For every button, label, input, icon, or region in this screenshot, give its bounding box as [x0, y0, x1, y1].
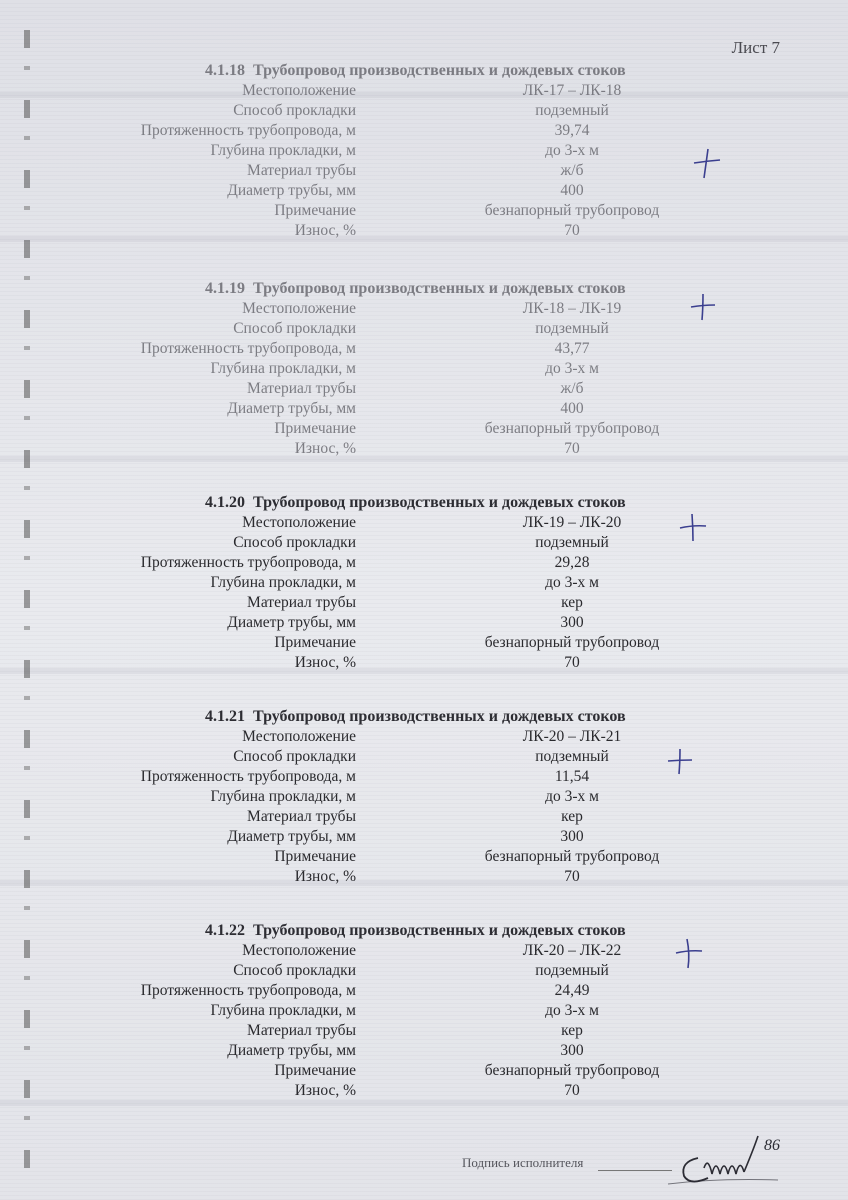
row-label: Протяженность трубопровода, м: [140, 340, 356, 357]
row-label: Местоположение: [242, 942, 356, 959]
row-value: 300: [560, 828, 584, 845]
row-label: Диаметр трубы, мм: [227, 1042, 356, 1059]
row-value: кер: [561, 594, 583, 611]
row-label: Глубина прокладки, м: [210, 788, 356, 805]
table-row: [0, 962, 848, 982]
table-row: [0, 942, 848, 962]
row-label: Протяженность трубопровода, м: [140, 768, 356, 785]
row-label: Материал трубы: [247, 1022, 356, 1039]
row-value: ЛК-20 – ЛК-21: [522, 728, 622, 745]
row-value: подземный: [535, 748, 609, 765]
row-label: Примечание: [274, 420, 356, 437]
handwritten-check-mark: [688, 290, 718, 324]
row-value: ЛК-17 – ЛК-18: [522, 82, 622, 99]
table-row: [0, 1082, 848, 1102]
row-label: Материал трубы: [247, 808, 356, 825]
table-row: [0, 748, 848, 768]
row-value: безнапорный трубопровод: [484, 848, 660, 865]
row-value: ЛК-20 – ЛК-22: [522, 942, 622, 959]
row-value: до 3-х м: [545, 142, 599, 159]
row-value: до 3-х м: [545, 574, 599, 591]
table-row: [0, 440, 848, 460]
row-value: безнапорный трубопровод: [484, 420, 660, 437]
row-label: Глубина прокладки, м: [210, 142, 356, 159]
section-number: 4.1.21: [205, 708, 245, 725]
signature-number: 86: [764, 1137, 780, 1154]
section-title: [205, 708, 626, 726]
row-label: Износ, %: [294, 440, 356, 457]
row-value: ж/б: [560, 162, 584, 179]
section-title-text: Трубопровод производственных и дождевых стоков: [253, 922, 626, 939]
table-row: [0, 728, 848, 748]
handwritten-check-mark: [692, 146, 722, 180]
section-number: 4.1.19: [205, 280, 245, 297]
row-label: Износ, %: [294, 222, 356, 239]
table-row: [0, 768, 848, 788]
row-label: Примечание: [274, 202, 356, 219]
row-label: Местоположение: [242, 514, 356, 531]
table-row: [0, 222, 848, 242]
row-label: Глубина прокладки, м: [210, 574, 356, 591]
table-row: [0, 102, 848, 122]
row-label: Способ прокладки: [233, 102, 356, 119]
table-row: [0, 982, 848, 1002]
section-title: [205, 280, 626, 298]
table-row: [0, 420, 848, 440]
table-row: [0, 340, 848, 360]
row-value: 400: [560, 182, 584, 199]
row-value: безнапорный трубопровод: [484, 1062, 660, 1079]
row-value: кер: [561, 1022, 583, 1039]
table-row: [0, 514, 848, 534]
section-title-text: Трубопровод производственных и дождевых стоков: [253, 280, 626, 297]
row-value: 300: [560, 614, 584, 631]
table-row: [0, 654, 848, 674]
row-label: Диаметр трубы, мм: [227, 614, 356, 631]
table-row: [0, 380, 848, 400]
table-row: [0, 400, 848, 420]
row-value: 70: [564, 440, 580, 457]
section-title: [205, 62, 626, 80]
section-title-text: Трубопровод производственных и дождевых стоков: [253, 708, 626, 725]
row-label: Способ прокладки: [233, 320, 356, 337]
row-label: Протяженность трубопровода, м: [140, 122, 356, 139]
section-number: 4.1.18: [205, 62, 245, 79]
section-title: [205, 494, 626, 512]
signature-image: [668, 1128, 798, 1188]
section-title-text: Трубопровод производственных и дождевых стоков: [253, 494, 626, 511]
row-label: Местоположение: [242, 300, 356, 317]
row-value: ж/б: [560, 380, 584, 397]
row-value: подземный: [535, 962, 609, 979]
row-value: 11,54: [554, 768, 590, 785]
table-row: [0, 828, 848, 848]
section-number: 4.1.22: [205, 922, 245, 939]
row-label: Местоположение: [242, 82, 356, 99]
row-label: Износ, %: [294, 868, 356, 885]
table-row: [0, 868, 848, 888]
table-row: [0, 848, 848, 868]
table-row: [0, 182, 848, 202]
row-value: ЛК-18 – ЛК-19: [522, 300, 622, 317]
row-label: Протяженность трубопровода, м: [140, 554, 356, 571]
table-row: [0, 534, 848, 554]
table-row: [0, 122, 848, 142]
row-label: Материал трубы: [247, 162, 356, 179]
table-row: [0, 202, 848, 222]
handwritten-check-mark: [678, 510, 708, 544]
section-title-text: Трубопровод производственных и дождевых стоков: [253, 62, 626, 79]
row-value: до 3-х м: [545, 1002, 599, 1019]
row-label: Глубина прокладки, м: [210, 360, 356, 377]
table-row: [0, 300, 848, 320]
row-value: 39,74: [554, 122, 590, 139]
table-row: [0, 1002, 848, 1022]
row-value: 400: [560, 400, 584, 417]
table-row: [0, 634, 848, 654]
row-value: подземный: [535, 320, 609, 337]
table-row: [0, 788, 848, 808]
table-row: [0, 614, 848, 634]
row-value: 300: [560, 1042, 584, 1059]
table-row: [0, 594, 848, 614]
section-title: [205, 922, 626, 940]
table-row: [0, 554, 848, 574]
row-value: 24,49: [554, 982, 590, 999]
row-value: 70: [564, 1082, 580, 1099]
handwritten-check-mark: [665, 744, 695, 778]
section-number: 4.1.20: [205, 494, 245, 511]
row-label: Протяженность трубопровода, м: [140, 982, 356, 999]
row-label: Диаметр трубы, мм: [227, 182, 356, 199]
row-value: 70: [564, 654, 580, 671]
row-label: Примечание: [274, 634, 356, 651]
row-value: подземный: [535, 102, 609, 119]
row-label: Материал трубы: [247, 380, 356, 397]
row-value: до 3-х м: [545, 788, 599, 805]
table-row: [0, 82, 848, 102]
row-label: Способ прокладки: [233, 534, 356, 551]
signature-label: Подпись исполнителя: [462, 1155, 584, 1170]
row-label: Примечание: [274, 848, 356, 865]
table-row: [0, 360, 848, 380]
row-value: безнапорный трубопровод: [484, 634, 660, 651]
row-label: Способ прокладки: [233, 748, 356, 765]
row-label: Примечание: [274, 1062, 356, 1079]
row-value: до 3-х м: [545, 360, 599, 377]
row-label: Местоположение: [242, 728, 356, 745]
row-label: Способ прокладки: [233, 962, 356, 979]
table-row: [0, 808, 848, 828]
row-label: Материал трубы: [247, 594, 356, 611]
row-value: ЛК-19 – ЛК-20: [522, 514, 622, 531]
table-row: [0, 1062, 848, 1082]
row-value: 70: [564, 868, 580, 885]
row-value: безнапорный трубопровод: [484, 202, 660, 219]
table-row: [0, 320, 848, 340]
row-value: 70: [564, 222, 580, 239]
table-row: [0, 1042, 848, 1062]
row-value: кер: [561, 808, 583, 825]
row-value: 29,28: [554, 554, 590, 571]
signature-line: [598, 1170, 672, 1171]
table-row: [0, 1022, 848, 1042]
row-value: 43,77: [554, 340, 590, 357]
sheet-number: Лист 7: [731, 38, 780, 57]
row-label: Диаметр трубы, мм: [227, 828, 356, 845]
handwritten-check-mark: [674, 936, 704, 970]
row-label: Износ, %: [294, 1082, 356, 1099]
table-row: [0, 574, 848, 594]
row-label: Глубина прокладки, м: [210, 1002, 356, 1019]
row-value: подземный: [535, 534, 609, 551]
row-label: Диаметр трубы, мм: [227, 400, 356, 417]
row-label: Износ, %: [294, 654, 356, 671]
